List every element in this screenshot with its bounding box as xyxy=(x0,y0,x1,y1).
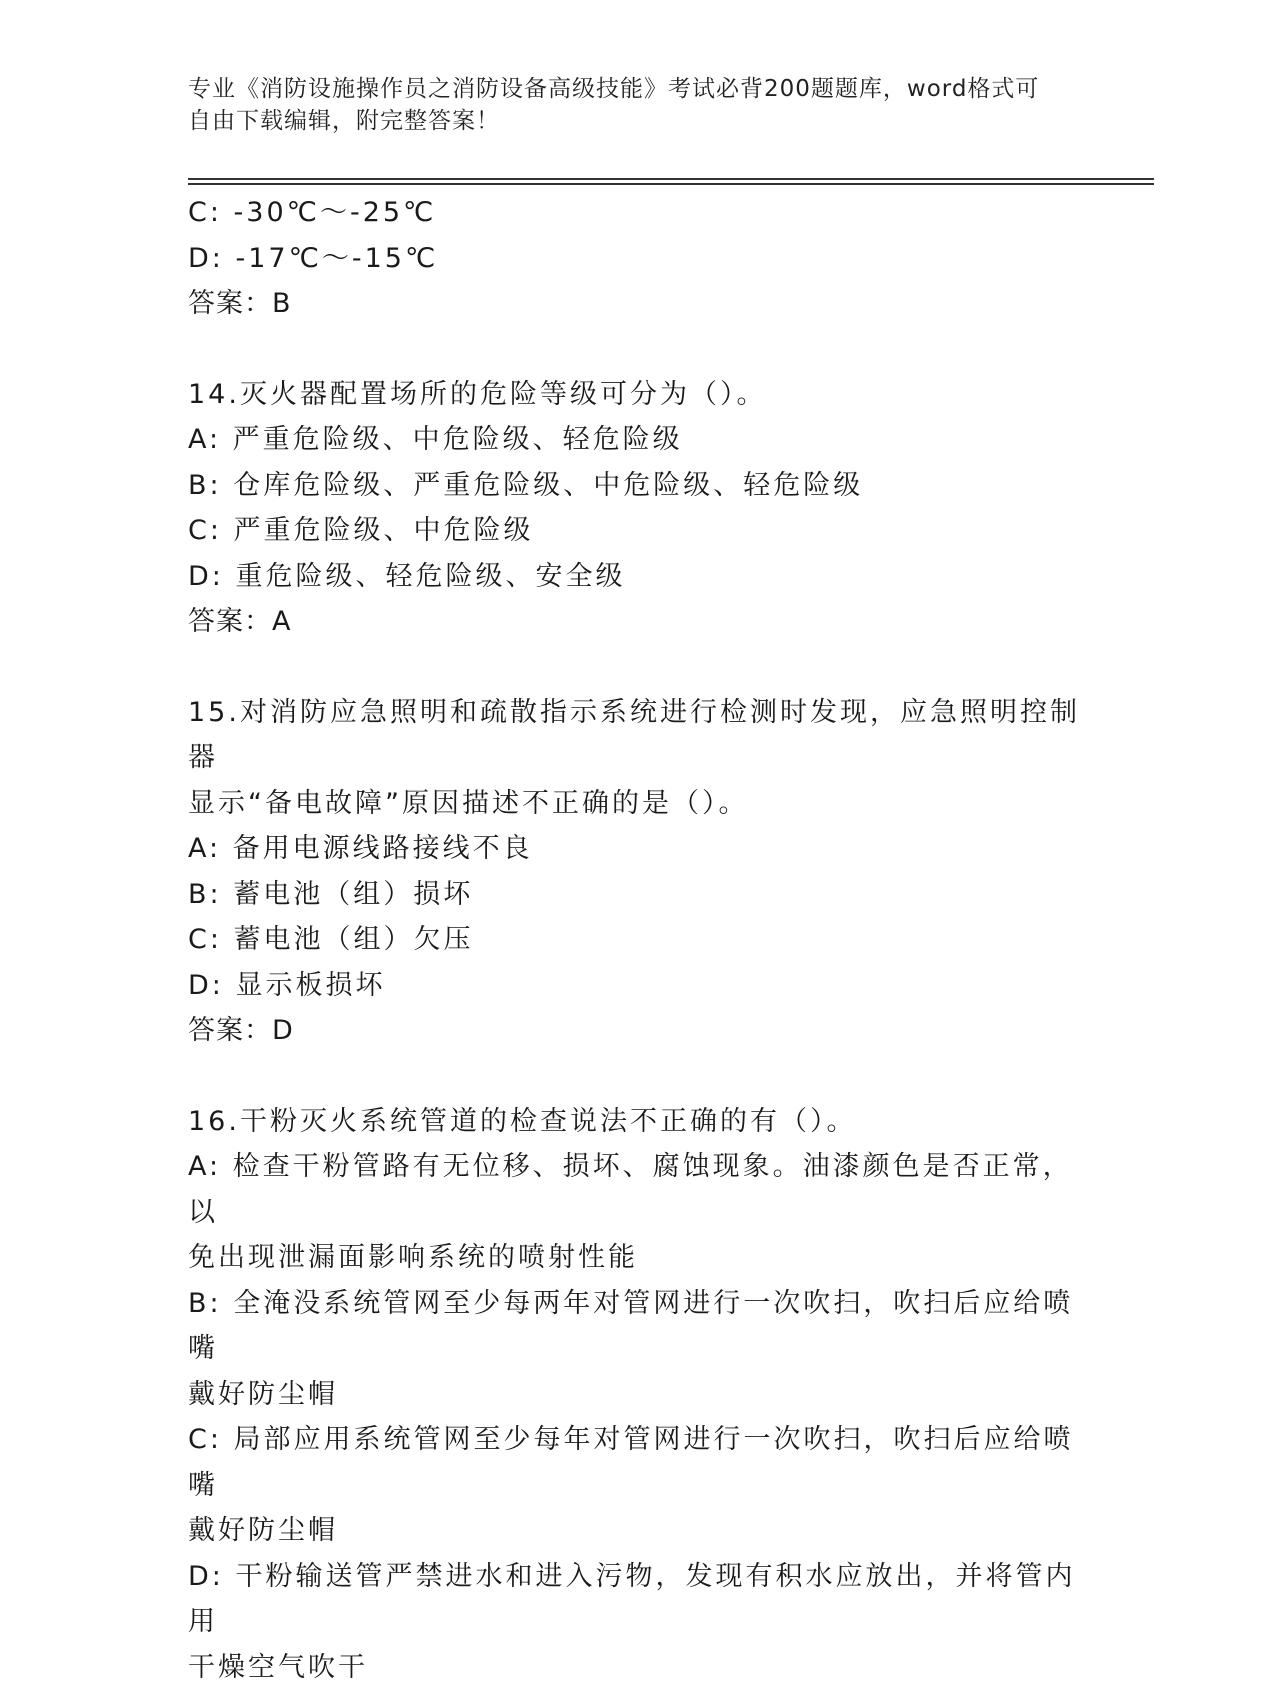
question-15 xyxy=(188,690,1088,1054)
option-b-line-2: 戴好防尘帽 xyxy=(188,1372,1088,1418)
option-c: C: 严重危险级、中危险级 xyxy=(188,508,1088,554)
answer-label: 答案： xyxy=(188,288,272,319)
spacer xyxy=(188,645,1088,690)
option-a: A: 备用电源线路接线不良 xyxy=(188,826,1088,872)
option-a: A: 严重危险级、中危险级、轻危险级 xyxy=(188,417,1088,463)
question-16 xyxy=(188,1099,1088,1690)
option-d-line-1: D: 干粉输送管严禁进水和进入污物，发现有积水应放出，并将管内用 xyxy=(188,1554,1088,1645)
option-d-line-2: 干燥空气吹干 xyxy=(188,1645,1088,1690)
header-title-line-1: 专业《消防设施操作员之消防设备高级技能》考试必背200题题库，word格式可 xyxy=(188,73,1088,105)
option-c: C: -30℃～-25℃ xyxy=(188,190,1088,236)
question-14 xyxy=(188,372,1088,645)
answer-value: B xyxy=(272,288,292,319)
document-header xyxy=(188,73,1088,137)
option-c-line-2: 戴好防尘帽 xyxy=(188,1508,1088,1554)
question-stem-line-2: 显示“备电故障”原因描述不正确的是（）。 xyxy=(188,781,1088,827)
header-title-line-2: 自由下载编辑，附完整答案！ xyxy=(188,105,1088,137)
option-b: B: 蓄电池（组）损坏 xyxy=(188,872,1088,918)
option-a-line-2: 免出现泄漏面影响系统的喷射性能 xyxy=(188,1235,1088,1281)
option-d: D: 重危险级、轻危险级、安全级 xyxy=(188,554,1088,600)
option-c-line-1: C: 局部应用系统管网至少每年对管网进行一次吹扫，吹扫后应给喷嘴 xyxy=(188,1417,1088,1508)
answer-value: D xyxy=(272,1015,294,1046)
header-divider-bottom xyxy=(188,183,1154,185)
answer-line xyxy=(188,281,1088,327)
question-stem: 16.干粉灭火系统管道的检查说法不正确的有（）。 xyxy=(188,1099,1088,1145)
question-stem: 14.灭火器配置场所的危险等级可分为（）。 xyxy=(188,372,1088,418)
question-stem-line-1: 15.对消防应急照明和疏散指示系统进行检测时发现，应急照明控制器 xyxy=(188,690,1088,781)
option-a-line-1: A: 检查干粉管路有无位移、损坏、腐蚀现象。油漆颜色是否正常，以 xyxy=(188,1144,1088,1235)
header-divider-top xyxy=(188,178,1154,180)
answer-line xyxy=(188,1008,1088,1054)
option-b: B: 仓库危险级、严重危险级、中危险级、轻危险级 xyxy=(188,463,1088,509)
option-d: D: 显示板损坏 xyxy=(188,963,1088,1009)
answer-label: 答案： xyxy=(188,1015,272,1046)
answer-label: 答案： xyxy=(188,606,272,637)
option-b-line-1: B: 全淹没系统管网至少每两年对管网进行一次吹扫，吹扫后应给喷嘴 xyxy=(188,1281,1088,1372)
answer-line xyxy=(188,599,1088,645)
answer-value: A xyxy=(272,606,291,637)
question-content xyxy=(188,190,1088,1690)
spacer xyxy=(188,1054,1088,1099)
question-13-continued xyxy=(188,190,1088,327)
spacer xyxy=(188,327,1088,372)
option-c: C: 蓄电池（组）欠压 xyxy=(188,917,1088,963)
option-d: D: -17℃～-15℃ xyxy=(188,236,1088,282)
